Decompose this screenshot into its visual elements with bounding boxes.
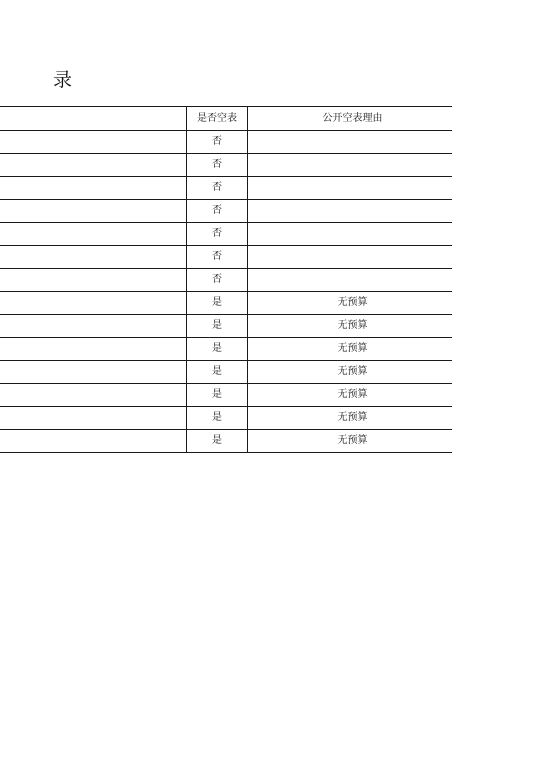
table-row	[0, 131, 452, 154]
row-is-empty: 否	[187, 223, 248, 246]
row-is-empty: 否	[187, 200, 248, 223]
row-is-empty: 否	[187, 154, 248, 177]
table-row	[0, 430, 452, 453]
row-is-empty: 否	[187, 269, 248, 292]
row-table-name	[0, 407, 187, 430]
table-row	[0, 200, 452, 223]
row-empty-reason: 无预算	[248, 384, 453, 407]
row-empty-reason	[248, 154, 453, 177]
row-table-name	[0, 177, 187, 200]
row-table-name	[0, 292, 187, 315]
table-header-row	[0, 107, 452, 131]
row-is-empty: 是	[187, 384, 248, 407]
table-row	[0, 292, 452, 315]
table-row	[0, 338, 452, 361]
header-empty-reason: 公开空表理由	[248, 107, 453, 131]
row-is-empty: 是	[187, 407, 248, 430]
row-table-name	[0, 200, 187, 223]
row-table-name	[0, 154, 187, 177]
row-is-empty: 否	[187, 246, 248, 269]
row-is-empty: 否	[187, 131, 248, 154]
row-table-name	[0, 246, 187, 269]
row-empty-reason	[248, 246, 453, 269]
row-table-name	[0, 338, 187, 361]
row-table-name	[0, 361, 187, 384]
row-is-empty: 是	[187, 361, 248, 384]
table-row	[0, 154, 452, 177]
row-empty-reason: 无预算	[248, 338, 453, 361]
row-table-name	[0, 223, 187, 246]
row-is-empty: 是	[187, 338, 248, 361]
row-empty-reason: 无预算	[248, 361, 453, 384]
row-is-empty: 是	[187, 292, 248, 315]
table-row	[0, 177, 452, 200]
row-is-empty: 是	[187, 430, 248, 453]
table-list	[0, 106, 452, 453]
table-row	[0, 223, 452, 246]
table-row	[0, 384, 452, 407]
row-table-name	[0, 131, 187, 154]
row-empty-reason: 无预算	[248, 292, 453, 315]
header-table-name	[0, 107, 187, 131]
table-row	[0, 246, 452, 269]
row-empty-reason: 无预算	[248, 407, 453, 430]
table-row	[0, 315, 452, 338]
header-is-empty: 是否空表	[187, 107, 248, 131]
row-empty-reason	[248, 177, 453, 200]
row-empty-reason: 无预算	[248, 430, 453, 453]
table-row	[0, 407, 452, 430]
row-table-name	[0, 430, 187, 453]
row-empty-reason	[248, 223, 453, 246]
row-empty-reason: 无预算	[248, 315, 453, 338]
row-table-name	[0, 269, 187, 292]
page-title: 录	[53, 69, 74, 91]
row-table-name	[0, 315, 187, 338]
table-row	[0, 361, 452, 384]
row-empty-reason	[248, 200, 453, 223]
row-is-empty: 是	[187, 315, 248, 338]
table-viewport	[0, 106, 452, 453]
row-table-name	[0, 384, 187, 407]
row-empty-reason	[248, 131, 453, 154]
row-is-empty: 否	[187, 177, 248, 200]
table-row	[0, 269, 452, 292]
row-empty-reason	[248, 269, 453, 292]
table-body	[0, 107, 452, 453]
